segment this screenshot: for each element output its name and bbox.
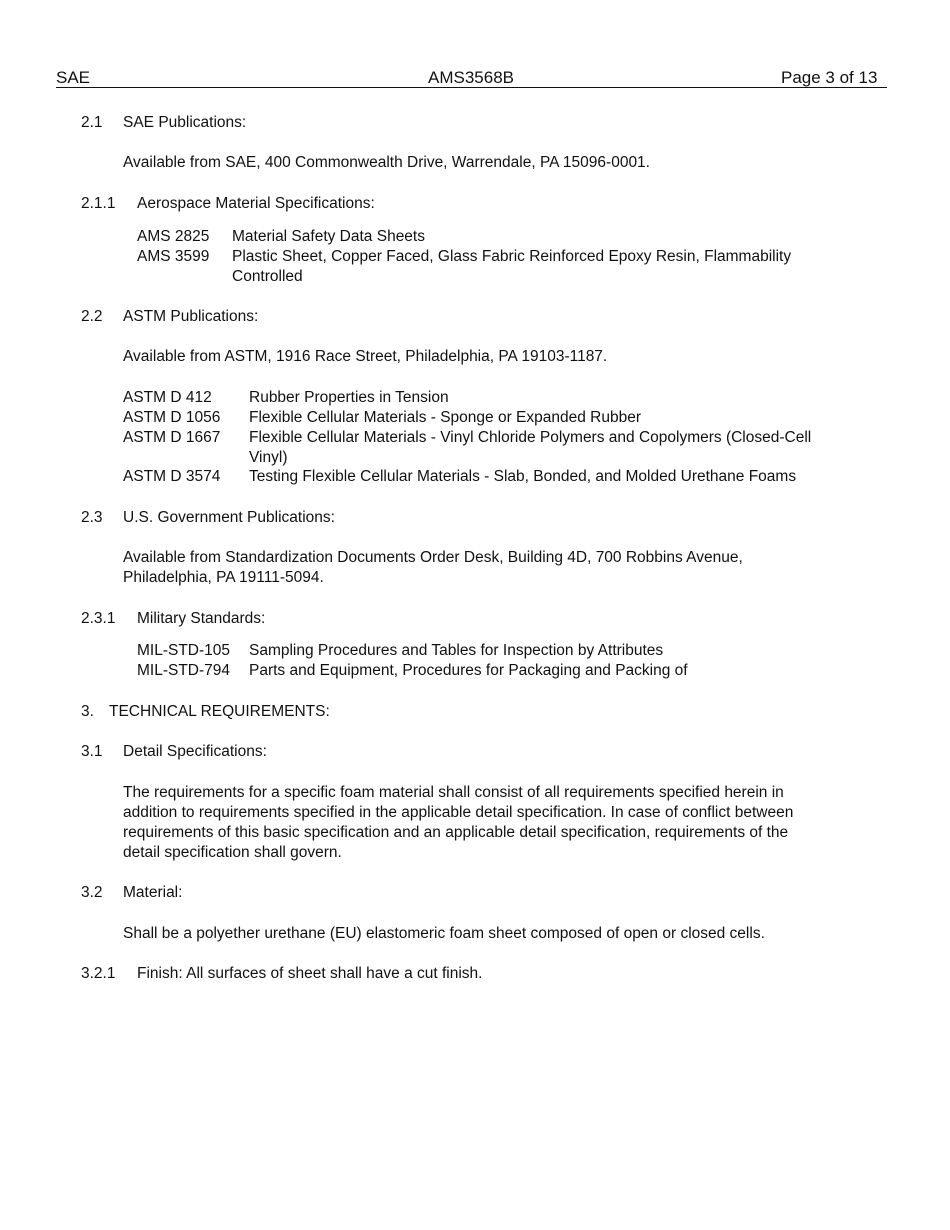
section-3-1-number: 3.1 bbox=[81, 743, 103, 760]
section-2-2-available: Available from ASTM, 1916 Race Street, Philadelphia, PA 19103-1187. bbox=[123, 348, 608, 365]
ref-title-continued: Vinyl) bbox=[249, 449, 288, 466]
section-3-1-title: Detail Specifications: bbox=[123, 743, 267, 760]
section-2-2-title: ASTM Publications: bbox=[123, 308, 259, 325]
section-2-1-1-title: Aerospace Material Specifications: bbox=[137, 195, 375, 212]
ref-title: Flexible Cellular Materials - Sponge or Expanded Rubber bbox=[249, 409, 642, 426]
ref-code: AMS 2825 bbox=[137, 228, 210, 245]
ref-title: Rubber Properties in Tension bbox=[249, 389, 449, 406]
section-3-2-1-number: 3.2.1 bbox=[81, 965, 116, 982]
section-3-number: 3. bbox=[81, 703, 94, 720]
ref-code: MIL-STD-105 bbox=[137, 642, 231, 659]
section-2-3-1-number: 2.3.1 bbox=[81, 610, 116, 627]
ref-title: Plastic Sheet, Copper Faced, Glass Fabric Reinforced Epoxy Resin, Flammability bbox=[232, 248, 792, 265]
section-2-3-title: U.S. Government Publications: bbox=[123, 509, 335, 526]
section-2-3-available-line-2: Philadelphia, PA 19111-5094. bbox=[123, 569, 324, 586]
section-2-3-available-line-1: Available from Standardization Documents Order Desk, Building 4D, 700 Robbins Avenue, bbox=[123, 549, 743, 566]
ref-title: Flexible Cellular Materials - Vinyl Chloride Polymers and Copolymers (Closed-Cell bbox=[249, 429, 812, 446]
section-2-2-number: 2.2 bbox=[81, 308, 103, 325]
section-2-3-1-title: Military Standards: bbox=[137, 610, 266, 627]
header-doc-number: AMS3568B bbox=[428, 68, 514, 87]
ref-title: Material Safety Data Sheets bbox=[232, 228, 425, 245]
section-3-title: TECHNICAL REQUIREMENTS: bbox=[109, 703, 330, 720]
header-org: SAE bbox=[56, 68, 91, 87]
ref-code: ASTM D 3574 bbox=[123, 468, 221, 485]
section-2-3-number: 2.3 bbox=[81, 509, 103, 526]
paragraph-line: The requirements for a specific foam material shall consist of all requirements specified herein in bbox=[123, 784, 784, 801]
paragraph-line: addition to requirements specified in the applicable detail specification. In case of conflict between bbox=[123, 804, 794, 821]
section-2-1-available: Available from SAE, 400 Commonwealth Drive, Warrendale, PA 15096-0001. bbox=[123, 154, 650, 171]
paragraph-line: detail specification shall govern. bbox=[123, 844, 342, 861]
section-2-1-1-number: 2.1.1 bbox=[81, 195, 116, 212]
ref-code: ASTM D 1056 bbox=[123, 409, 221, 426]
paragraph-line: requirements of this basic specification and an applicable detail specification, requirements of the bbox=[123, 824, 789, 841]
section-2-1-number: 2.1 bbox=[81, 114, 103, 131]
ref-title: Testing Flexible Cellular Materials - Slab, Bonded, and Molded Urethane Foams bbox=[249, 468, 797, 485]
ref-code: ASTM D 412 bbox=[123, 389, 212, 406]
section-2-1-title: SAE Publications: bbox=[123, 114, 247, 131]
section-3-2-1-text: Finish: All surfaces of sheet shall have a cut finish. bbox=[137, 965, 483, 982]
section-3-2-text: Shall be a polyether urethane (EU) elastomeric foam sheet composed of open or closed cells. bbox=[123, 925, 765, 942]
section-3-2-number: 3.2 bbox=[81, 884, 103, 901]
ref-title: Parts and Equipment, Procedures for Packaging and Packing of bbox=[249, 662, 688, 679]
ref-title-continued: Controlled bbox=[232, 268, 303, 285]
ref-code: AMS 3599 bbox=[137, 248, 210, 265]
section-3-2-title: Material: bbox=[123, 884, 183, 901]
header-page-number: Page 3 of 13 bbox=[781, 68, 878, 87]
ref-code: ASTM D 1667 bbox=[123, 429, 221, 446]
header-rule bbox=[56, 87, 887, 88]
ref-title: Sampling Procedures and Tables for Inspection by Attributes bbox=[249, 642, 664, 659]
ref-code: MIL-STD-794 bbox=[137, 662, 231, 679]
